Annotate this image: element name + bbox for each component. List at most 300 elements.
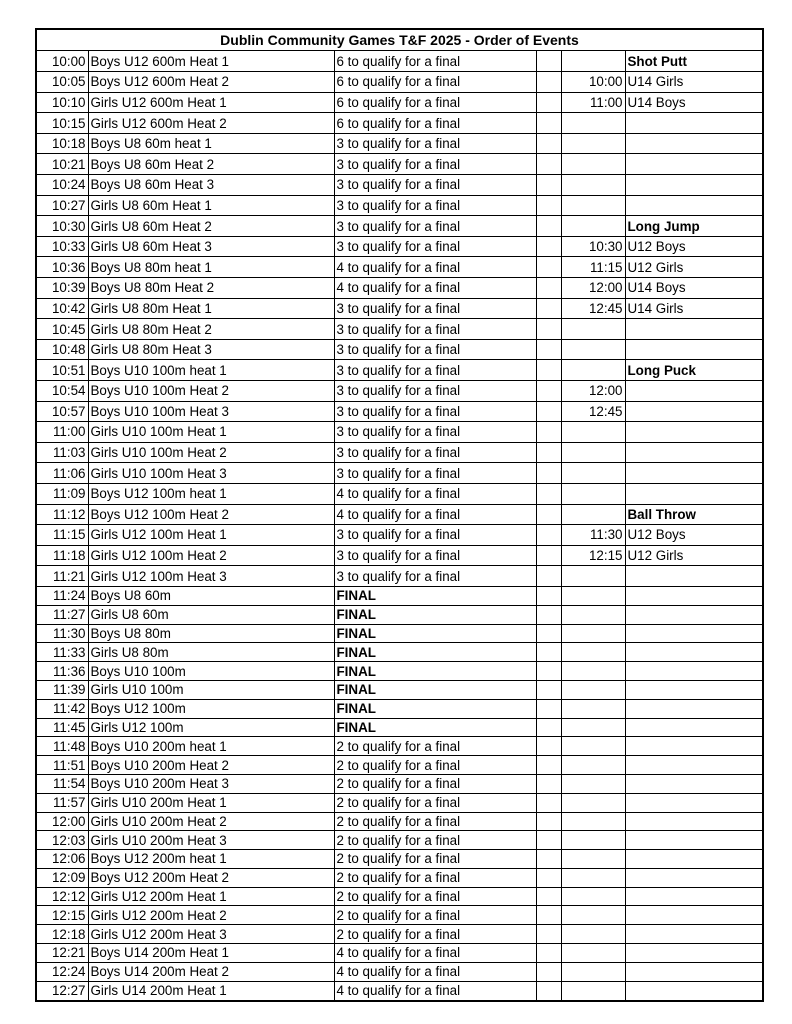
event-name-cell: Boys U10 200m heat 1	[88, 737, 334, 756]
event-time-cell: 11:15	[37, 525, 88, 546]
field-event-group-cell	[625, 339, 764, 360]
table-row	[37, 154, 764, 175]
spacer-cell	[536, 113, 561, 134]
event-name-cell: Boys U12 600m Heat 2	[88, 72, 334, 93]
qualify-cell: 3 to qualify for a final	[334, 154, 536, 175]
event-name-cell: Girls U10 200m Heat 1	[88, 793, 334, 812]
table-row	[37, 737, 764, 756]
field-event-group-cell	[625, 962, 764, 981]
table-row	[37, 483, 764, 504]
event-time-cell: 10:24	[37, 175, 88, 196]
table-row	[37, 195, 764, 216]
qualify-cell: 3 to qualify for a final	[334, 195, 536, 216]
event-time-cell: 10:45	[37, 319, 88, 340]
event-time-cell: 12:24	[37, 962, 88, 981]
event-time-cell: 10:15	[37, 113, 88, 134]
field-event-group-cell	[625, 831, 764, 850]
event-name-cell: Girls U12 100m Heat 2	[88, 545, 334, 566]
event-time-cell: 11:45	[37, 718, 88, 737]
field-event-group-cell	[625, 442, 764, 463]
event-time-cell: 10:30	[37, 216, 88, 237]
event-name-cell: Boys U10 100m Heat 2	[88, 381, 334, 402]
event-time-cell: 12:00	[37, 812, 88, 831]
table-row	[37, 525, 764, 546]
spacer-cell	[536, 72, 561, 93]
field-event-time-cell	[561, 154, 625, 175]
spacer-cell	[536, 216, 561, 237]
field-event-time-cell	[561, 718, 625, 737]
spacer-cell	[536, 360, 561, 381]
table-row	[37, 566, 764, 587]
table-row	[37, 643, 764, 662]
field-event-time-cell	[561, 504, 625, 525]
table-row	[37, 257, 764, 278]
qualify-cell: 2 to qualify for a final	[334, 774, 536, 793]
event-time-cell: 10:33	[37, 236, 88, 257]
field-event-group-cell	[625, 925, 764, 944]
field-event-time-cell: 12:45	[561, 298, 625, 319]
qualify-cell: 4 to qualify for a final	[334, 278, 536, 299]
table-row	[37, 463, 764, 484]
field-event-time-cell	[561, 812, 625, 831]
spacer-cell	[536, 133, 561, 154]
event-time-cell: 11:57	[37, 793, 88, 812]
qualify-cell: 3 to qualify for a final	[334, 463, 536, 484]
spacer-cell	[536, 925, 561, 944]
field-event-group-cell	[625, 944, 764, 963]
event-time-cell: 11:18	[37, 545, 88, 566]
field-event-time-cell	[561, 586, 625, 605]
spacer-cell	[536, 793, 561, 812]
field-event-time-cell	[561, 442, 625, 463]
table-row	[37, 381, 764, 402]
spacer-cell	[536, 566, 561, 587]
spacer-cell	[536, 624, 561, 643]
event-name-cell: Boys U12 100m	[88, 699, 334, 718]
field-event-time-cell	[561, 868, 625, 887]
field-event-time-cell	[561, 624, 625, 643]
field-event-group-cell	[625, 850, 764, 869]
field-event-group-cell: U12 Boys	[625, 236, 764, 257]
qualify-cell: FINAL	[334, 624, 536, 643]
qualify-cell: 3 to qualify for a final	[334, 298, 536, 319]
event-name-cell: Boys U12 200m Heat 2	[88, 868, 334, 887]
event-time-cell: 11:12	[37, 504, 88, 525]
qualify-cell: 3 to qualify for a final	[334, 133, 536, 154]
qualify-cell: 4 to qualify for a final	[334, 962, 536, 981]
event-time-cell: 10:00	[37, 51, 88, 72]
spacer-cell	[536, 175, 561, 196]
event-time-cell: 10:18	[37, 133, 88, 154]
field-event-group-cell	[625, 319, 764, 340]
event-time-cell: 10:10	[37, 92, 88, 113]
field-event-time-cell	[561, 113, 625, 134]
field-event-group-cell	[625, 401, 764, 422]
qualify-cell: 3 to qualify for a final	[334, 401, 536, 422]
qualify-cell: 2 to qualify for a final	[334, 737, 536, 756]
qualify-cell: FINAL	[334, 699, 536, 718]
event-time-cell: 11:33	[37, 643, 88, 662]
qualify-cell: FINAL	[334, 586, 536, 605]
field-event-group-cell: U14 Girls	[625, 72, 764, 93]
qualify-cell: 2 to qualify for a final	[334, 868, 536, 887]
field-event-time-cell	[561, 944, 625, 963]
event-time-cell: 12:06	[37, 850, 88, 869]
spacer-cell	[536, 298, 561, 319]
field-event-group-cell	[625, 154, 764, 175]
table-row	[37, 699, 764, 718]
table-row	[37, 278, 764, 299]
spacer-cell	[536, 154, 561, 175]
table-row	[37, 906, 764, 925]
event-name-cell: Girls U12 100m Heat 1	[88, 525, 334, 546]
field-event-time-cell	[561, 981, 625, 1000]
qualify-cell: 3 to qualify for a final	[334, 339, 536, 360]
event-time-cell: 12:21	[37, 944, 88, 963]
table-row	[37, 887, 764, 906]
field-event-time-cell	[561, 774, 625, 793]
event-time-cell: 11:00	[37, 422, 88, 443]
page-title: Dublin Community Games T&F 2025 - Order of Events	[37, 30, 762, 51]
field-event-group-cell	[625, 605, 764, 624]
field-event-time-cell	[561, 195, 625, 216]
table-row	[37, 981, 764, 1000]
spacer-cell	[536, 504, 561, 525]
field-event-time-cell	[561, 463, 625, 484]
spacer-cell	[536, 381, 561, 402]
qualify-cell: 3 to qualify for a final	[334, 525, 536, 546]
table-row	[37, 422, 764, 443]
spacer-cell	[536, 278, 561, 299]
table-row	[37, 793, 764, 812]
event-name-cell: Boys U8 80m heat 1	[88, 257, 334, 278]
table-row	[37, 442, 764, 463]
field-event-time-cell: 11:15	[561, 257, 625, 278]
event-time-cell: 11:36	[37, 662, 88, 681]
field-event-time-cell	[561, 962, 625, 981]
qualify-cell: 2 to qualify for a final	[334, 925, 536, 944]
field-event-group-cell	[625, 699, 764, 718]
spacer-cell	[536, 906, 561, 925]
field-event-group-cell: U14 Boys	[625, 278, 764, 299]
field-event-group-cell	[625, 463, 764, 484]
qualify-cell: 3 to qualify for a final	[334, 442, 536, 463]
event-name-cell: Girls U10 100m Heat 2	[88, 442, 334, 463]
field-event-time-cell	[561, 483, 625, 504]
event-name-cell: Girls U12 100m	[88, 718, 334, 737]
field-event-group-cell: U12 Girls	[625, 545, 764, 566]
field-event-time-cell	[561, 850, 625, 869]
field-event-time-cell	[561, 887, 625, 906]
event-name-cell: Girls U12 600m Heat 2	[88, 113, 334, 134]
table-row	[37, 72, 764, 93]
field-event-group-cell	[625, 868, 764, 887]
spacer-cell	[536, 236, 561, 257]
event-name-cell: Boys U14 200m Heat 2	[88, 962, 334, 981]
table-row	[37, 774, 764, 793]
qualify-cell: 4 to qualify for a final	[334, 944, 536, 963]
field-event-time-cell: 12:15	[561, 545, 625, 566]
table-row	[37, 718, 764, 737]
field-event-time-cell	[561, 643, 625, 662]
event-time-cell: 11:42	[37, 699, 88, 718]
field-event-group-cell: U14 Boys	[625, 92, 764, 113]
table-row	[37, 962, 764, 981]
event-time-cell: 11:21	[37, 566, 88, 587]
field-event-group-cell	[625, 586, 764, 605]
event-time-cell: 10:05	[37, 72, 88, 93]
event-time-cell: 12:03	[37, 831, 88, 850]
field-event-group-cell	[625, 566, 764, 587]
spacer-cell	[536, 442, 561, 463]
event-time-cell: 12:27	[37, 981, 88, 1000]
field-event-time-cell	[561, 175, 625, 196]
event-name-cell: Girls U10 100m	[88, 680, 334, 699]
spacer-cell	[536, 718, 561, 737]
event-time-cell: 10:51	[37, 360, 88, 381]
event-time-cell: 11:51	[37, 756, 88, 775]
spacer-cell	[536, 586, 561, 605]
table-row	[37, 831, 764, 850]
table-row	[37, 360, 764, 381]
event-name-cell: Girls U10 200m Heat 2	[88, 812, 334, 831]
table-row	[37, 662, 764, 681]
table-body	[37, 51, 764, 1000]
qualify-cell: 3 to qualify for a final	[334, 381, 536, 402]
event-name-cell: Girls U8 60m Heat 3	[88, 236, 334, 257]
field-event-heading: Ball Throw	[625, 504, 764, 525]
spacer-cell	[536, 401, 561, 422]
field-event-time-cell	[561, 680, 625, 699]
qualify-cell: 4 to qualify for a final	[334, 981, 536, 1000]
table-row	[37, 925, 764, 944]
event-name-cell: Boys U12 600m Heat 1	[88, 51, 334, 72]
field-event-time-cell: 11:00	[561, 92, 625, 113]
event-time-cell: 10:54	[37, 381, 88, 402]
event-name-cell: Girls U8 80m Heat 1	[88, 298, 334, 319]
field-event-time-cell	[561, 216, 625, 237]
table-row	[37, 216, 764, 237]
qualify-cell: 2 to qualify for a final	[334, 756, 536, 775]
event-time-cell: 11:09	[37, 483, 88, 504]
table-row	[37, 319, 764, 340]
event-name-cell: Boys U10 200m Heat 2	[88, 756, 334, 775]
field-event-group-cell	[625, 113, 764, 134]
spacer-cell	[536, 868, 561, 887]
event-time-cell: 12:15	[37, 906, 88, 925]
field-event-group-cell	[625, 422, 764, 443]
spacer-cell	[536, 962, 561, 981]
table-row	[37, 756, 764, 775]
qualify-cell: FINAL	[334, 605, 536, 624]
table-row	[37, 850, 764, 869]
table-row	[37, 51, 764, 72]
spacer-cell	[536, 545, 561, 566]
qualify-cell: 3 to qualify for a final	[334, 175, 536, 196]
qualify-cell: 6 to qualify for a final	[334, 113, 536, 134]
table-row	[37, 401, 764, 422]
qualify-cell: 6 to qualify for a final	[334, 92, 536, 113]
qualify-cell: 6 to qualify for a final	[334, 72, 536, 93]
field-event-group-cell	[625, 195, 764, 216]
field-event-group-cell	[625, 887, 764, 906]
event-name-cell: Girls U12 200m Heat 1	[88, 887, 334, 906]
event-name-cell: Girls U8 80m Heat 2	[88, 319, 334, 340]
spacer-cell	[536, 981, 561, 1000]
field-event-group-cell	[625, 812, 764, 831]
spacer-cell	[536, 887, 561, 906]
field-event-time-cell	[561, 319, 625, 340]
field-event-time-cell	[561, 925, 625, 944]
qualify-cell: 3 to qualify for a final	[334, 360, 536, 381]
field-event-heading: Long Jump	[625, 216, 764, 237]
table-row	[37, 545, 764, 566]
field-event-group-cell	[625, 756, 764, 775]
qualify-cell: 3 to qualify for a final	[334, 545, 536, 566]
field-event-time-cell	[561, 737, 625, 756]
spacer-cell	[536, 525, 561, 546]
table-row	[37, 586, 764, 605]
event-name-cell: Boys U8 60m Heat 2	[88, 154, 334, 175]
event-time-cell: 10:48	[37, 339, 88, 360]
order-of-events-table	[37, 51, 764, 1000]
field-event-group-cell	[625, 906, 764, 925]
qualify-cell: 2 to qualify for a final	[334, 831, 536, 850]
qualify-cell: 6 to qualify for a final	[334, 51, 536, 72]
event-name-cell: Boys U8 60m Heat 3	[88, 175, 334, 196]
field-event-time-cell	[561, 793, 625, 812]
event-name-cell: Girls U8 80m Heat 3	[88, 339, 334, 360]
spacer-cell	[536, 831, 561, 850]
qualify-cell: 2 to qualify for a final	[334, 906, 536, 925]
event-name-cell: Girls U12 600m Heat 1	[88, 92, 334, 113]
field-event-time-cell	[561, 605, 625, 624]
field-event-time-cell: 12:00	[561, 381, 625, 402]
field-event-group-cell	[625, 718, 764, 737]
field-event-group-cell	[625, 381, 764, 402]
event-name-cell: Boys U10 200m Heat 3	[88, 774, 334, 793]
qualify-cell: 3 to qualify for a final	[334, 216, 536, 237]
field-event-group-cell	[625, 133, 764, 154]
spacer-cell	[536, 944, 561, 963]
qualify-cell: FINAL	[334, 718, 536, 737]
event-name-cell: Boys U12 100m heat 1	[88, 483, 334, 504]
event-time-cell: 10:36	[37, 257, 88, 278]
spacer-cell	[536, 257, 561, 278]
event-time-cell: 11:24	[37, 586, 88, 605]
event-time-cell: 11:48	[37, 737, 88, 756]
event-time-cell: 10:39	[37, 278, 88, 299]
event-name-cell: Girls U8 80m	[88, 643, 334, 662]
field-event-time-cell	[561, 339, 625, 360]
field-event-time-cell: 12:00	[561, 278, 625, 299]
event-time-cell: 11:39	[37, 680, 88, 699]
event-name-cell: Girls U10 100m Heat 3	[88, 463, 334, 484]
qualify-cell: 2 to qualify for a final	[334, 793, 536, 812]
field-event-group-cell	[625, 680, 764, 699]
table-row	[37, 868, 764, 887]
event-name-cell: Girls U8 60m	[88, 605, 334, 624]
table-row	[37, 605, 764, 624]
event-name-cell: Girls U12 200m Heat 2	[88, 906, 334, 925]
field-event-time-cell	[561, 422, 625, 443]
qualify-cell: 2 to qualify for a final	[334, 812, 536, 831]
event-name-cell: Boys U12 100m Heat 2	[88, 504, 334, 525]
field-event-group-cell	[625, 662, 764, 681]
event-name-cell: Girls U8 60m Heat 1	[88, 195, 334, 216]
event-name-cell: Girls U12 100m Heat 3	[88, 566, 334, 587]
event-name-cell: Boys U10 100m heat 1	[88, 360, 334, 381]
spacer-cell	[536, 756, 561, 775]
event-name-cell: Girls U10 200m Heat 3	[88, 831, 334, 850]
field-event-group-cell	[625, 175, 764, 196]
event-name-cell: Boys U8 60m heat 1	[88, 133, 334, 154]
table-row	[37, 236, 764, 257]
table-row	[37, 298, 764, 319]
field-event-group-cell	[625, 737, 764, 756]
event-name-cell: Boys U8 60m	[88, 586, 334, 605]
event-time-cell: 11:54	[37, 774, 88, 793]
event-name-cell: Girls U8 60m Heat 2	[88, 216, 334, 237]
spacer-cell	[536, 737, 561, 756]
spacer-cell	[536, 812, 561, 831]
qualify-cell: 3 to qualify for a final	[334, 319, 536, 340]
spacer-cell	[536, 850, 561, 869]
field-event-group-cell	[625, 624, 764, 643]
field-event-time-cell	[561, 133, 625, 154]
field-event-time-cell: 10:00	[561, 72, 625, 93]
event-time-cell: 11:30	[37, 624, 88, 643]
qualify-cell: 3 to qualify for a final	[334, 236, 536, 257]
spacer-cell	[536, 339, 561, 360]
spacer-cell	[536, 774, 561, 793]
field-event-group-cell	[625, 483, 764, 504]
field-event-group-cell	[625, 793, 764, 812]
table-row	[37, 113, 764, 134]
field-event-group-cell	[625, 981, 764, 1000]
event-time-cell: 11:06	[37, 463, 88, 484]
spacer-cell	[536, 463, 561, 484]
spacer-cell	[536, 699, 561, 718]
table-row	[37, 680, 764, 699]
field-event-group-cell	[625, 774, 764, 793]
event-name-cell: Boys U12 200m heat 1	[88, 850, 334, 869]
event-name-cell: Girls U10 100m Heat 1	[88, 422, 334, 443]
event-name-cell: Boys U10 100m	[88, 662, 334, 681]
spacer-cell	[536, 422, 561, 443]
event-time-cell: 12:09	[37, 868, 88, 887]
table-row	[37, 339, 764, 360]
qualify-cell: 2 to qualify for a final	[334, 887, 536, 906]
field-event-heading: Shot Putt	[625, 51, 764, 72]
field-event-time-cell	[561, 699, 625, 718]
field-event-group-cell: U14 Girls	[625, 298, 764, 319]
event-name-cell: Boys U8 80m	[88, 624, 334, 643]
event-time-cell: 11:27	[37, 605, 88, 624]
field-event-time-cell	[561, 831, 625, 850]
event-name-cell: Boys U8 80m Heat 2	[88, 278, 334, 299]
spacer-cell	[536, 643, 561, 662]
event-name-cell: Girls U12 200m Heat 3	[88, 925, 334, 944]
table-row	[37, 944, 764, 963]
table-row	[37, 812, 764, 831]
table-row	[37, 624, 764, 643]
qualify-cell: 2 to qualify for a final	[334, 850, 536, 869]
event-time-cell: 12:12	[37, 887, 88, 906]
spacer-cell	[536, 195, 561, 216]
qualify-cell: FINAL	[334, 680, 536, 699]
schedule-sheet	[35, 28, 764, 1002]
